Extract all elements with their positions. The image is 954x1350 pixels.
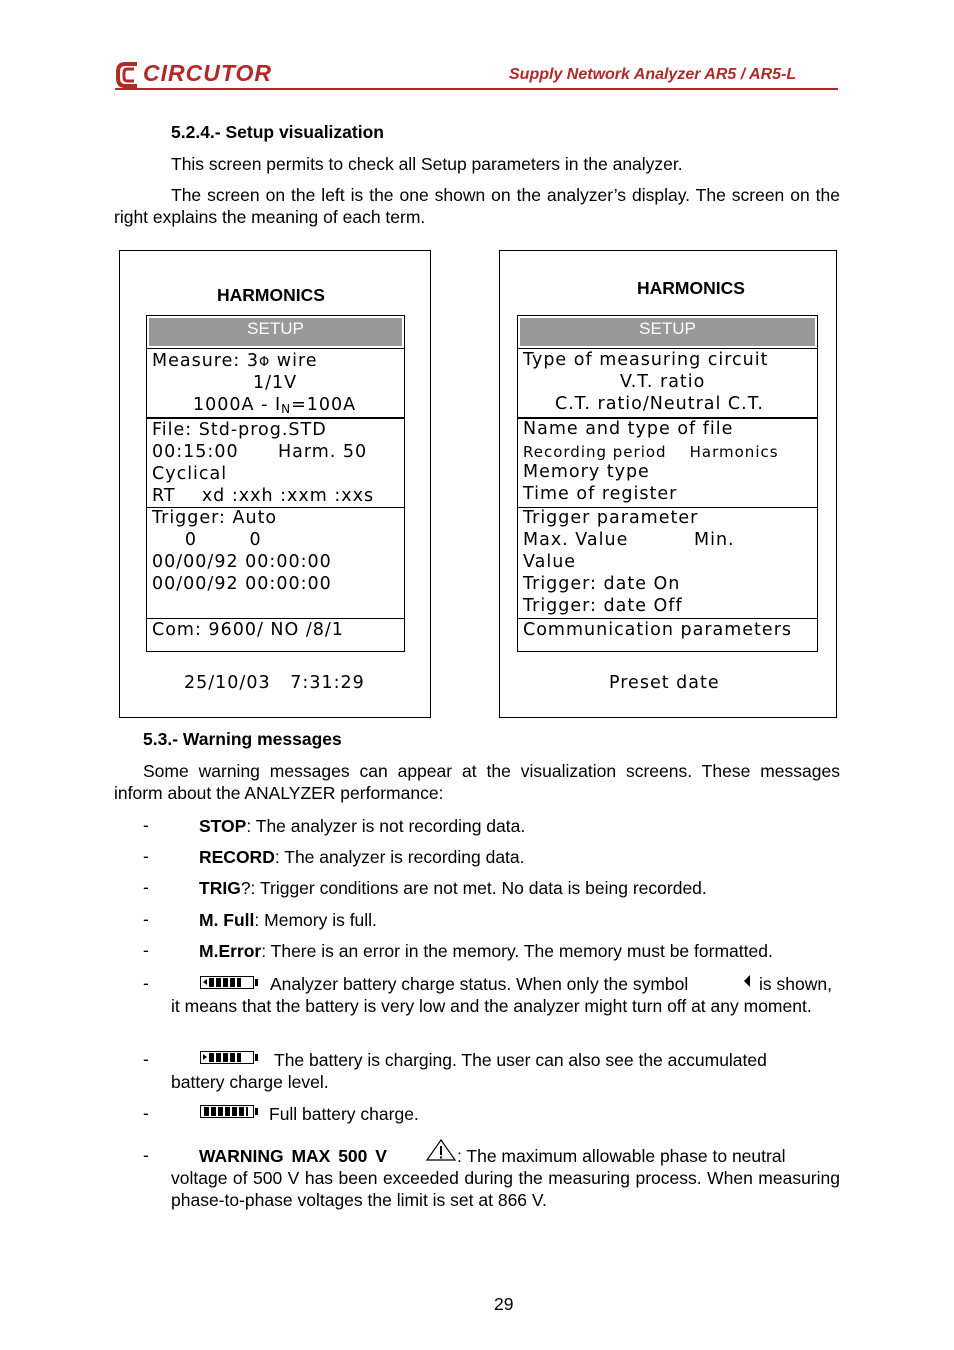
right-t2: Max. Value Min. [523,530,735,550]
battery-status-text-c: it means that the battery is very low and the analyzer might turn off at any moment. [171,996,812,1016]
right-screen-title: HARMONICS [637,278,745,298]
left-measure-line2: 1/1V [253,373,298,393]
left-com-group [146,618,405,652]
paragraph-setup-intro: This screen permits to check all Setup parameters in the analyzer. [171,154,683,174]
page-number: 29 [494,1294,514,1314]
list-item-memory-error: M.Error: There is an error in the memory. The memory must be formatted. [199,941,773,961]
list-dash: - [143,909,149,929]
left-trig-line2: 0 0 [152,530,262,550]
left-file-line4: RT xd :xxh :xxm :xxs [152,486,375,506]
left-trigger-group [146,507,405,619]
paragraph-warning-intro: Some warning messages can appear at the visualization screens. These messages inform about the ANALYZER performance: [114,761,840,803]
list-item-stop: STOP: The analyzer is not recording data. [199,816,526,836]
left-measure-group [146,349,405,418]
left-trig-line4: 00/00/92 00:00:00 [152,574,332,594]
list-dash: - [143,1103,149,1123]
document-title: Supply Network Analyzer AR5 / AR5-L [509,66,797,83]
list-dash: - [143,973,149,993]
left-file-line2: 00:15:00 Harm. 50 [152,442,368,462]
battery-full-icon [200,1105,254,1118]
paragraph-screen-explanation: The screen on the left is the one shown on the analyzer’s display. The screen on the right explains the meaning of each term. [114,185,840,227]
left-file-line1: File: Std-prog.STD [152,420,327,440]
section-heading-setup-visualization: 5.2.4.- Setup visualization [171,122,384,142]
right-measure-group [517,349,818,418]
circutor-logo-icon [115,60,145,90]
right-t1: Trigger parameter [523,508,699,528]
left-trig-line1: Trigger: Auto [152,508,278,528]
left-file-line3: Cyclical [152,464,228,484]
right-date: Preset date [609,673,720,693]
right-t4: Trigger: date On [523,574,681,594]
right-f2: Recording period Harmonics [523,443,779,461]
right-c1: Communication parameters [523,620,792,640]
right-setup-label: SETUP [520,318,815,346]
right-file-group [517,418,818,508]
right-trigger-group [517,507,818,619]
left-screen-title: HARMONICS [217,285,325,305]
list-dash: - [143,877,149,897]
list-dash: - [143,1145,149,1165]
brand-logo: CIRCUTOR [143,60,272,86]
left-file-group [146,418,405,508]
list-dash: - [143,1049,149,1069]
left-trig-line3: 00/00/92 00:00:00 [152,552,332,572]
left-date: 25/10/03 7:31:29 [184,673,365,693]
right-m2: V.T. ratio [620,372,706,392]
battery-charging-icon [200,1051,254,1064]
section-heading-warning-messages: 5.3.- Warning messages [143,729,342,749]
right-f1: Name and type of file [523,419,734,439]
list-item-memory-full: M. Full: Memory is full. [199,910,377,930]
list-dash: - [143,815,149,835]
list-dash: - [143,940,149,960]
right-lcd-panel [499,250,837,718]
battery-discharging-icon [200,976,254,989]
battery-status-text-a: Analyzer battery charge status. When only the symbol [270,974,689,994]
left-com-line: Com: 9600/ NO /8/1 [152,620,344,640]
warning-max-label: WARNING MAX 500 V [199,1146,387,1166]
left-measure-line3: 1000A - IN=100A [193,395,357,416]
list-item-trig: TRIG?: Trigger conditions are not met. No data is being recorded. [199,878,707,898]
low-battery-symbol-icon [744,975,750,987]
right-m3: C.T. ratio/Neutral C.T. [555,394,764,414]
right-f3: Memory type [523,462,650,482]
right-f4: Time of register [523,484,678,504]
warning-max-text-b: voltage of 500 V has been exceeded during the measuring process. When measuring phase-to-phase voltages the limit is set at 866 V. [171,1168,840,1210]
battery-full-text: Full battery charge. [269,1104,419,1124]
left-measure-line1: Measure: 3Φ wire [152,351,318,371]
right-t3: Value [523,552,577,572]
header-rule [115,88,838,90]
list-dash: - [143,846,149,866]
right-com-group [517,618,818,652]
battery-status-text-b: is shown, [759,974,832,994]
warning-max-text-a: : The maximum allowable phase to neutral [457,1146,786,1166]
warning-triangle-icon [425,1138,457,1162]
left-setup-label: SETUP [149,318,402,346]
right-t5: Trigger: date Off [523,596,683,616]
right-setup-bar [517,315,818,349]
list-item-record: RECORD: The analyzer is recording data. [199,847,525,867]
left-lcd-panel [119,250,431,718]
left-setup-bar [146,315,405,349]
battery-charging-text-a: The battery is charging. The user can also see the accumulated [274,1050,767,1070]
battery-charging-text-b: battery charge level. [171,1072,329,1092]
right-m1: Type of measuring circuit [523,350,769,370]
